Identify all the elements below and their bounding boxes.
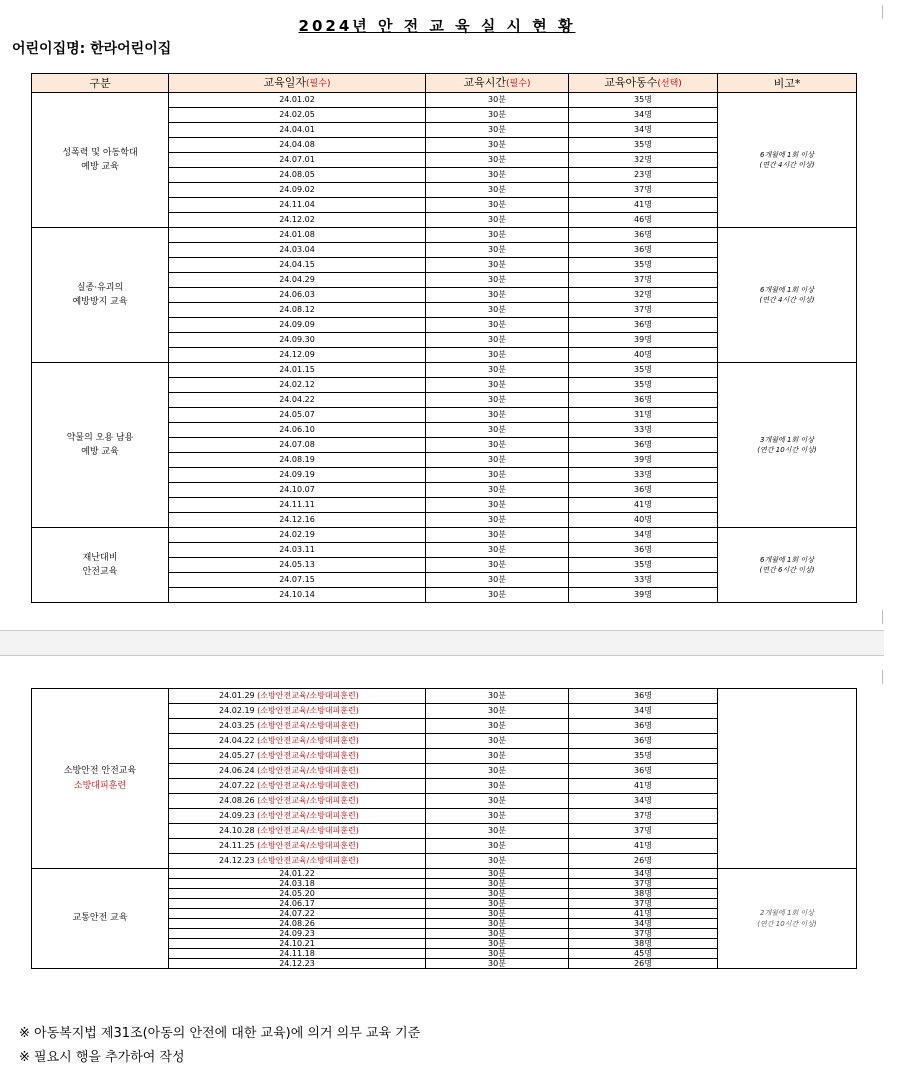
header-note: 비고* [718,74,857,93]
date-suffix: (소방안전교육/소방대피훈련) [257,781,359,790]
date-value: 24.01.29 [219,691,255,700]
date-cell: 24.05.13 [169,558,426,573]
category-cell [32,528,169,603]
date-cell [169,734,426,749]
time-cell: 30분 [426,318,569,333]
page-corner-mark [882,5,889,19]
date-cell: 24.11.18 [169,949,426,959]
safety-education-table [31,73,857,603]
count-cell: 36명 [569,719,718,734]
count-cell: 41명 [569,498,718,513]
cell-line: 3개월에 1회 이상 [760,435,814,444]
daycare-name: 어린이집명: 한라어린이집 [12,41,172,57]
date-value: 24.05.27 [219,751,255,760]
date-cell: 24.10.07 [169,483,426,498]
time-cell: 30분 [426,363,569,378]
time-cell: 30분 [426,183,569,198]
count-cell: 34명 [569,869,718,879]
count-cell: 37명 [569,303,718,318]
time-cell: 30분 [426,393,569,408]
count-cell: 37명 [569,929,718,939]
date-value: 24.08.26 [219,796,255,805]
count-cell: 35명 [569,258,718,273]
date-cell: 24.04.01 [169,123,426,138]
time-cell: 30분 [426,889,569,899]
count-cell: 36명 [569,543,718,558]
date-value: 24.11.25 [219,841,255,850]
cell-line: (연간 6시간 이상) [759,566,815,574]
category-cell [32,93,169,228]
header-count: 교육아동수(선택) [569,74,718,93]
time-cell: 30분 [426,809,569,824]
date-suffix: (소방안전교육/소방대피훈련) [257,736,359,745]
time-cell: 30분 [426,824,569,839]
date-cell: 24.05.07 [169,408,426,423]
date-cell [169,794,426,809]
time-cell: 30분 [426,734,569,749]
page-corner-mark [882,610,889,624]
count-cell: 33명 [569,468,718,483]
cell-line: 예방 교육 [81,447,119,457]
category-line-red: 소방대피훈련 [73,780,127,791]
time-cell: 30분 [426,138,569,153]
time-cell: 30분 [426,749,569,764]
date-cell [169,704,426,719]
date-cell: 24.07.01 [169,153,426,168]
time-cell: 30분 [426,779,569,794]
date-cell: 24.05.20 [169,889,426,899]
count-cell: 35명 [569,749,718,764]
date-cell: 24.08.26 [169,919,426,929]
count-cell: 35명 [569,138,718,153]
date-cell: 24.08.12 [169,303,426,318]
table-row [32,363,857,378]
cell-line: 약물의 오용 남용 [66,432,134,443]
count-cell: 38명 [569,889,718,899]
time-cell: 30분 [426,573,569,588]
count-cell: 26명 [569,854,718,869]
time-cell: 30분 [426,348,569,363]
date-cell: 24.04.08 [169,138,426,153]
time-cell: 30분 [426,333,569,348]
date-cell: 24.07.08 [169,438,426,453]
time-cell: 30분 [426,408,569,423]
time-cell: 30분 [426,123,569,138]
count-cell: 36명 [569,243,718,258]
time-cell: 30분 [426,93,569,108]
time-cell: 30분 [426,153,569,168]
date-cell: 24.04.22 [169,393,426,408]
count-cell: 36명 [569,438,718,453]
cell-line: (연간 10시간 이상) [757,919,817,928]
cell-line: 재난대비 [82,552,118,563]
count-cell: 33명 [569,573,718,588]
time-cell: 30분 [426,929,569,939]
date-cell: 24.11.04 [169,198,426,213]
document-title: 2024년 안 전 교 육 실 시 현 황 [298,17,576,35]
time-cell: 30분 [426,498,569,513]
date-cell: 24.02.19 [169,528,426,543]
date-value: 24.02.19 [219,706,255,715]
date-cell: 24.01.15 [169,363,426,378]
date-suffix: (소방안전교육/소방대피훈련) [257,811,359,820]
time-cell: 30분 [426,839,569,854]
time-cell: 30분 [426,949,569,959]
header-category: 구분 [32,74,169,93]
count-cell: 41명 [569,198,718,213]
time-cell: 30분 [426,438,569,453]
count-cell: 35명 [569,558,718,573]
table-row [32,689,857,704]
note-cell [718,363,857,528]
time-cell: 30분 [426,959,569,969]
date-cell: 24.01.08 [169,228,426,243]
date-cell: 24.01.22 [169,869,426,879]
cell-line: 2개월에 1회 이상 [760,909,814,917]
date-cell: 24.07.22 [169,909,426,919]
cell-line: 6개월에 1회 이상 [760,555,814,564]
time-cell: 30분 [426,704,569,719]
cell-line: 예방 교육 [81,162,119,172]
count-cell: 34명 [569,704,718,719]
count-cell: 41명 [569,779,718,794]
date-value: 24.10.28 [219,826,255,835]
date-cell: 24.06.10 [169,423,426,438]
time-cell: 30분 [426,303,569,318]
note-cell [718,228,857,363]
count-cell: 37명 [569,879,718,889]
date-cell: 24.01.02 [169,93,426,108]
table-row [32,228,857,243]
table-row [32,528,857,543]
note-cell [718,869,857,969]
count-cell: 41명 [569,909,718,919]
time-cell: 30분 [426,378,569,393]
date-cell: 24.09.19 [169,468,426,483]
count-cell: 37명 [569,809,718,824]
time-cell: 30분 [426,273,569,288]
date-suffix: (소방안전교육/소방대피훈련) [257,721,359,730]
date-cell: 24.03.11 [169,543,426,558]
count-cell: 40명 [569,348,718,363]
cell-line: 성폭력 및 아동학대 [62,147,138,158]
date-cell: 24.12.09 [169,348,426,363]
time-cell: 30분 [426,558,569,573]
count-cell: 36명 [569,393,718,408]
count-cell: 38명 [569,939,718,949]
note-cell [718,93,857,228]
count-cell: 35명 [569,93,718,108]
date-cell: 24.09.02 [169,183,426,198]
fire-traffic-education-table [31,688,857,969]
header-time: 교육시간(필수) [426,74,569,93]
count-cell: 45명 [569,949,718,959]
date-cell: 24.08.19 [169,453,426,468]
category-cell [32,363,169,528]
count-cell: 39명 [569,588,718,603]
time-cell: 30분 [426,198,569,213]
date-cell: 24.03.04 [169,243,426,258]
date-cell: 24.04.15 [169,258,426,273]
date-cell: 24.10.14 [169,588,426,603]
date-cell: 24.09.23 [169,929,426,939]
time-cell: 30분 [426,869,569,879]
date-cell: 24.04.29 [169,273,426,288]
count-cell: 36명 [569,318,718,333]
count-cell: 36명 [569,734,718,749]
count-cell: 37명 [569,183,718,198]
date-suffix: (소방안전교육/소방대피훈련) [257,826,359,835]
time-cell: 30분 [426,288,569,303]
date-cell: 24.08.05 [169,168,426,183]
category-cell: 교통안전 교육 [32,869,169,969]
count-cell: 36명 [569,764,718,779]
date-cell: 24.12.02 [169,213,426,228]
time-cell: 30분 [426,909,569,919]
date-value: 24.09.23 [219,811,255,820]
date-cell: 24.03.18 [169,879,426,889]
category-line: 소방안전 안전교육 [63,766,137,777]
time-cell: 30분 [426,939,569,949]
date-cell: 24.02.05 [169,108,426,123]
time-cell: 30분 [426,899,569,909]
time-cell: 30분 [426,168,569,183]
cell-line: 안전교육 [82,567,118,577]
date-cell: 24.09.09 [169,318,426,333]
count-cell: 41명 [569,839,718,854]
count-cell: 39명 [569,453,718,468]
date-cell: 24.06.03 [169,288,426,303]
count-cell: 34명 [569,528,718,543]
count-cell: 36명 [569,689,718,704]
count-cell: 32명 [569,153,718,168]
date-cell [169,824,426,839]
date-cell: 24.09.30 [169,333,426,348]
footnote-add-rows: ※ 필요시 행을 추가하여 작성 [19,1050,185,1065]
time-cell: 30분 [426,794,569,809]
date-cell: 24.07.15 [169,573,426,588]
note-cell [718,528,857,603]
date-suffix: (소방안전교육/소방대피훈련) [257,856,359,865]
date-cell: 24.10.21 [169,939,426,949]
date-value: 24.12.23 [219,856,255,865]
count-cell: 36명 [569,228,718,243]
date-suffix: (소방안전교육/소방대피훈련) [257,766,359,775]
header-date: 교육일자(필수) [169,74,426,93]
time-cell: 30분 [426,543,569,558]
count-cell: 34명 [569,919,718,929]
time-cell: 30분 [426,228,569,243]
time-cell: 30분 [426,689,569,704]
count-cell: 35명 [569,363,718,378]
time-cell: 30분 [426,243,569,258]
date-cell: 24.11.11 [169,498,426,513]
date-value: 24.06.24 [219,766,255,775]
date-suffix: (소방안전교육/소방대피훈련) [257,751,359,760]
time-cell: 30분 [426,453,569,468]
date-cell [169,839,426,854]
date-cell: 24.06.17 [169,899,426,909]
count-cell: 33명 [569,423,718,438]
time-cell: 30분 [426,213,569,228]
count-cell: 32명 [569,288,718,303]
cell-line: 6개월에 1회 이상 [760,150,814,159]
date-cell [169,764,426,779]
count-cell: 37명 [569,899,718,909]
date-cell [169,854,426,869]
time-cell: 30분 [426,258,569,273]
count-cell: 36명 [569,483,718,498]
time-cell: 30분 [426,483,569,498]
table-row [32,869,857,879]
date-cell [169,779,426,794]
count-cell: 40명 [569,513,718,528]
date-suffix: (소방안전교육/소방대피훈련) [257,706,359,715]
category-cell [32,689,169,869]
time-cell: 30분 [426,108,569,123]
count-cell: 31명 [569,408,718,423]
date-value: 24.07.22 [219,781,255,790]
count-cell: 26명 [569,959,718,969]
date-value: 24.04.22 [219,736,255,745]
time-cell: 30분 [426,513,569,528]
cell-line: (연간 10시간 이상) [757,446,817,454]
category-cell [32,228,169,363]
count-cell: 37명 [569,824,718,839]
time-cell: 30분 [426,719,569,734]
time-cell: 30분 [426,879,569,889]
time-cell: 30분 [426,854,569,869]
date-suffix: (소방안전교육/소방대피훈련) [257,691,359,700]
time-cell: 30분 [426,468,569,483]
cell-line: 예방방지 교육 [72,297,128,307]
date-cell [169,749,426,764]
count-cell: 46명 [569,213,718,228]
date-cell [169,719,426,734]
date-cell [169,809,426,824]
time-cell: 30분 [426,528,569,543]
count-cell: 35명 [569,378,718,393]
cell-line: 6개월에 1회 이상 [760,285,814,294]
count-cell: 23명 [569,168,718,183]
date-cell: 24.12.16 [169,513,426,528]
count-cell: 34명 [569,794,718,809]
table-row [32,93,857,108]
page-break [0,630,884,656]
count-cell: 39명 [569,333,718,348]
date-value: 24.03.25 [219,721,255,730]
count-cell: 34명 [569,123,718,138]
time-cell: 30분 [426,764,569,779]
date-cell: 24.12.23 [169,959,426,969]
date-suffix: (소방안전교육/소방대피훈련) [257,796,359,805]
date-cell: 24.02.12 [169,378,426,393]
header-row [32,74,857,93]
page-corner-mark [882,670,889,684]
cell-line: (연간 4시간 이상) [759,161,815,169]
time-cell: 30분 [426,919,569,929]
count-cell: 34명 [569,108,718,123]
cell-line: (연간 4시간 이상) [759,296,815,304]
footnote-legal-basis: ※ 아동복지법 제31조(아동의 안전에 대한 교육)에 의거 의무 교육 기준 [19,1026,421,1041]
date-suffix: (소방안전교육/소방대피훈련) [257,841,359,850]
count-cell: 37명 [569,273,718,288]
time-cell: 30분 [426,588,569,603]
time-cell: 30분 [426,423,569,438]
note-cell [718,689,857,869]
date-cell [169,689,426,704]
cell-line: 실종·유괴의 [76,282,124,293]
